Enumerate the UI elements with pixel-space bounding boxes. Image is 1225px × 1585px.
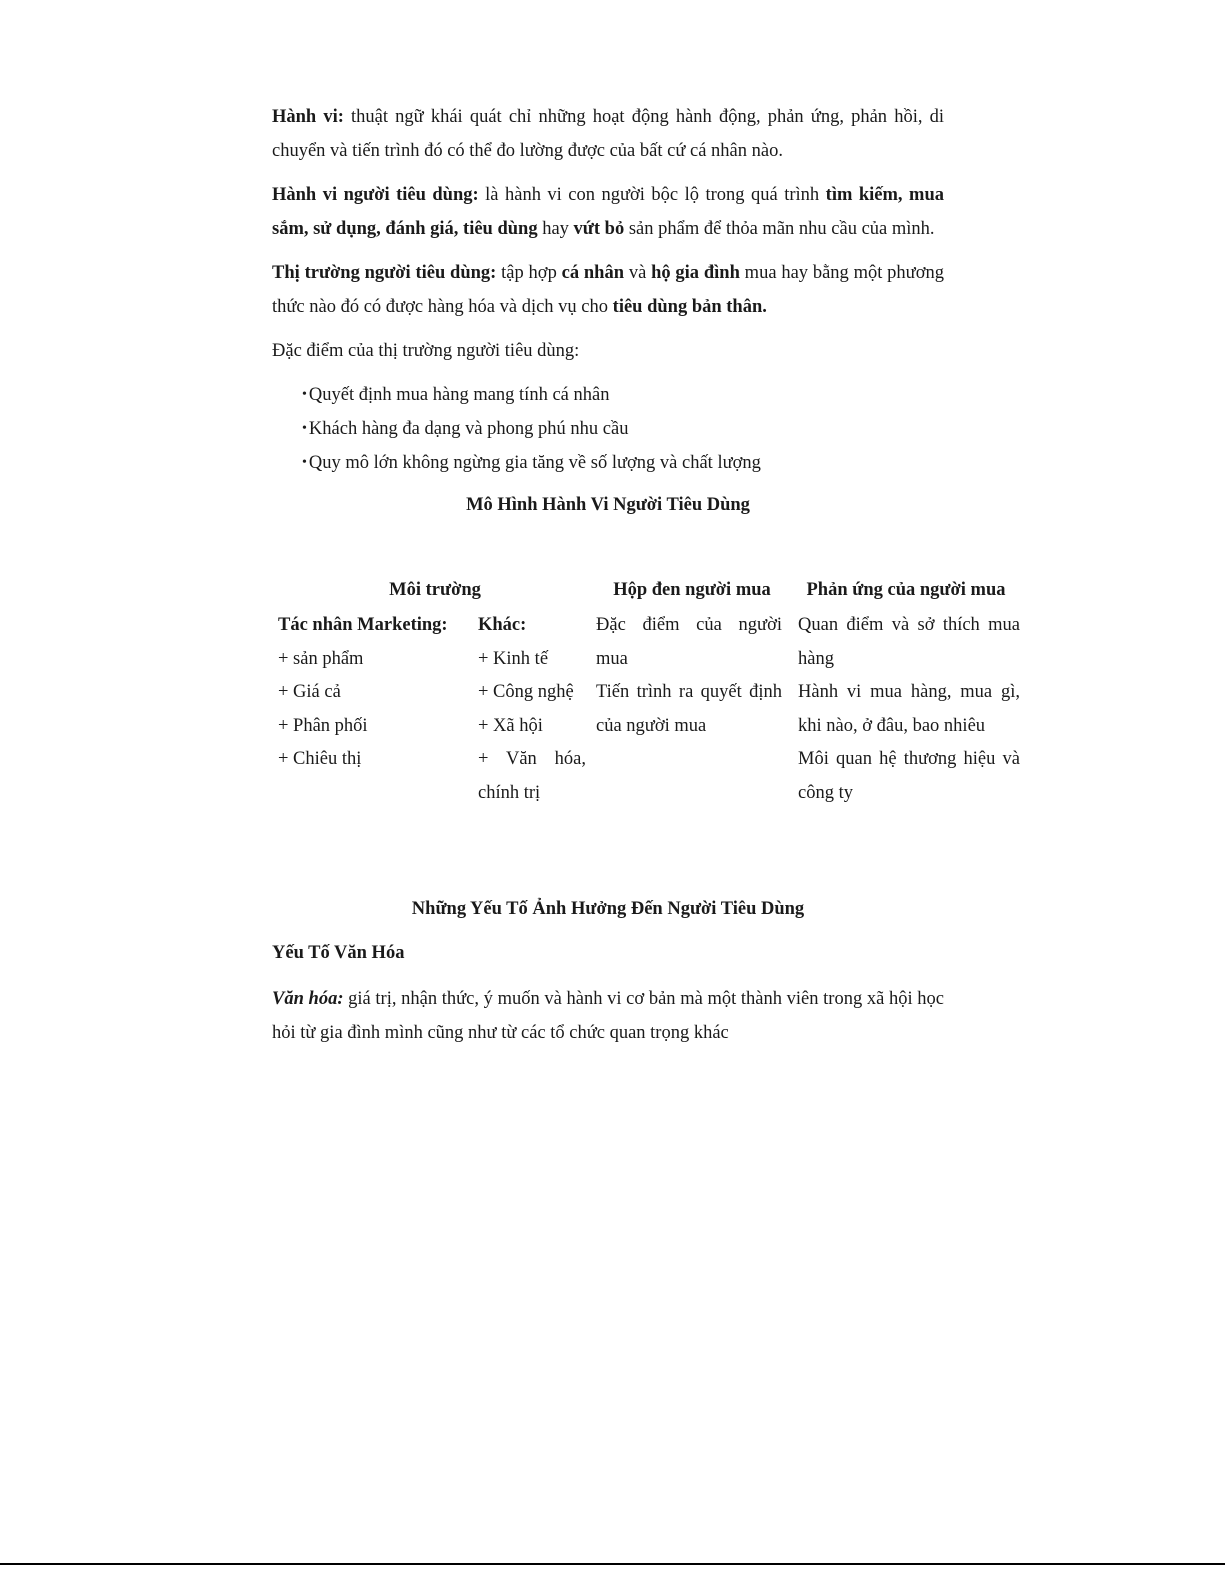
model-title: Mô Hình Hành Vi Người Tiêu Dùng bbox=[466, 495, 750, 515]
definition-hanh-vi-ntd: Hành vi người tiêu dùng: là hành vi con người bộc lộ trong quá trình tìm kiếm, mua sắm, sử dụng, đánh giá, tiêu dùng hay vứt bỏ sản phẩm để thỏa mãn nhu cầu của mình. bbox=[272, 185, 944, 239]
list-item: + Công nghệ bbox=[478, 682, 574, 702]
term-thi-truong: Thị trường người tiêu dùng: bbox=[272, 263, 497, 283]
list-item: + Phân phối bbox=[278, 715, 368, 736]
factors-section bbox=[272, 886, 944, 1060]
term-hanh-vi-ntd: Hành vi người tiêu dùng: bbox=[272, 185, 479, 205]
characteristics-intro: Đặc điểm của thị trường người tiêu dùng: bbox=[272, 341, 580, 361]
list-item: + Kinh tế bbox=[478, 648, 549, 669]
list-item: + Xã hội bbox=[478, 715, 543, 736]
characteristics-list bbox=[272, 378, 944, 480]
factors-title: Những Yếu Tố Ảnh Hưởng Đến Người Tiêu Dùng bbox=[411, 899, 805, 919]
list-item: + Giá cả bbox=[278, 682, 341, 702]
culture-subtitle: Yếu Tố Văn Hóa bbox=[272, 943, 405, 963]
bullet-icon: • bbox=[302, 421, 307, 436]
list-item: Đặc điểm của người mua bbox=[596, 615, 782, 669]
list-item: • Quy mô lớn không ngừng gia tăng về số lượng và chất lượng bbox=[302, 453, 761, 473]
list-item: + Văn hóa, chính trị bbox=[478, 749, 586, 803]
other-column bbox=[478, 609, 592, 810]
bullet-icon: • bbox=[302, 455, 307, 470]
list-item: Tiến trình ra quyết định của người mua bbox=[596, 682, 782, 736]
list-item: • Khách hàng đa dạng và phong phú nhu cầu bbox=[302, 419, 629, 439]
list-item: Môi quan hệ thương hiệu và công ty bbox=[798, 749, 1020, 803]
other-label: Khác: bbox=[478, 615, 527, 635]
definition-van-hoa: Văn hóa: giá trị, nhận thức, ý muốn và hành vi cơ bản mà một thành viên trong xã hội học hỏi từ gia đình mình cũng như từ các tổ chức quan trọng khác bbox=[272, 989, 945, 1043]
consumer-behavior-model-table bbox=[278, 574, 1020, 810]
term-hanh-vi: Hành vi: bbox=[272, 107, 344, 127]
header-black-box: Hộp đen người mua bbox=[613, 580, 771, 600]
list-item: + Chiêu thị bbox=[278, 749, 362, 769]
list-item: Hành vi mua hàng, mua gì, khi nào, ở đâu, bao nhiêu bbox=[798, 682, 1020, 736]
list-item: Quan điểm và sở thích mua hàng bbox=[798, 615, 1020, 669]
header-environment: Môi trường bbox=[389, 580, 481, 600]
page-bottom-rule bbox=[0, 1563, 1225, 1565]
marketing-label: Tác nhân Marketing: bbox=[278, 615, 448, 635]
header-response: Phản ứng của người mua bbox=[806, 580, 1006, 600]
marketing-column bbox=[278, 609, 478, 810]
definition-thi-truong: Thị trường người tiêu dùng: tập hợp cá nhân và hộ gia đình mua hay bằng một phương thức nào đó có được hàng hóa và dịch vụ cho tiêu dùng bản thân. bbox=[272, 263, 944, 317]
black-box-column bbox=[592, 609, 792, 810]
definition-hanh-vi: Hành vi: thuật ngữ khái quát chỉ những hoạt động hành động, phản ứng, phản hồi, di chuyển và tiến trình đó có thể đo lường được của bất cứ cá nhân nào. bbox=[272, 107, 944, 161]
intro-section bbox=[272, 100, 944, 532]
bullet-icon: • bbox=[302, 387, 307, 402]
list-item: + sản phẩm bbox=[278, 648, 364, 669]
term-van-hoa: Văn hóa: bbox=[272, 989, 344, 1009]
list-item: • Quyết định mua hàng mang tính cá nhân bbox=[302, 385, 610, 405]
response-column bbox=[792, 609, 1020, 810]
